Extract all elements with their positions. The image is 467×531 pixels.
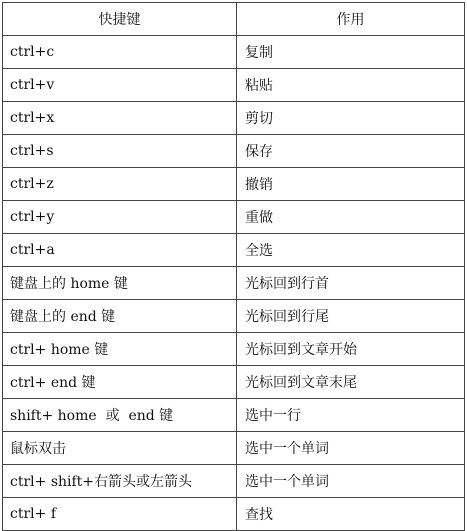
- function-cell: 重做: [237, 201, 465, 234]
- function-cell: 查找: [237, 498, 465, 531]
- header-shortcut-key: 快捷键: [3, 3, 237, 36]
- table-row: [3, 267, 465, 300]
- function-cell: 选中一个单词: [237, 432, 465, 465]
- shortcut-table: [2, 2, 465, 531]
- table-row: [3, 234, 465, 267]
- function-cell: 光标回到行尾: [237, 300, 465, 333]
- shortcut-key-cell: ctrl+s: [3, 135, 237, 168]
- shortcut-key-cell: ctrl+a: [3, 234, 237, 267]
- table-row: [3, 168, 465, 201]
- table-row: [3, 432, 465, 465]
- function-cell: 选中一行: [237, 399, 465, 432]
- function-cell: 剪切: [237, 102, 465, 135]
- table-row: [3, 366, 465, 399]
- table-row: [3, 201, 465, 234]
- table-header-row: [3, 3, 465, 36]
- function-cell: 光标回到文章末尾: [237, 366, 465, 399]
- shortcut-key-cell: ctrl+z: [3, 168, 237, 201]
- header-function: 作用: [237, 3, 465, 36]
- shortcut-key-cell: ctrl+x: [3, 102, 237, 135]
- shortcut-key-cell: ctrl+ home 键: [3, 333, 237, 366]
- shortcut-key-cell: 鼠标双击: [3, 432, 237, 465]
- table-row: [3, 135, 465, 168]
- table-row: [3, 102, 465, 135]
- table-row: [3, 465, 465, 498]
- table-row: [3, 300, 465, 333]
- function-cell: 撤销: [237, 168, 465, 201]
- table-row: [3, 69, 465, 102]
- shortcut-key-cell: 键盘上的 home 键: [3, 267, 237, 300]
- shortcut-key-cell: ctrl+c: [3, 36, 237, 69]
- shortcut-key-cell: ctrl+ f: [3, 498, 237, 531]
- table-row: [3, 333, 465, 366]
- shortcut-key-cell: ctrl+ end 键: [3, 366, 237, 399]
- function-cell: 粘贴: [237, 69, 465, 102]
- function-cell: 保存: [237, 135, 465, 168]
- shortcut-key-cell: shift+ home 或 end 键: [3, 399, 237, 432]
- table-row: [3, 36, 465, 69]
- table-row: [3, 399, 465, 432]
- shortcut-key-cell: ctrl+y: [3, 201, 237, 234]
- shortcut-key-cell: 键盘上的 end 键: [3, 300, 237, 333]
- function-cell: 复制: [237, 36, 465, 69]
- function-cell: 光标回到行首: [237, 267, 465, 300]
- function-cell: 全选: [237, 234, 465, 267]
- function-cell: 光标回到文章开始: [237, 333, 465, 366]
- function-cell: 选中一个单词: [237, 465, 465, 498]
- shortcut-key-cell: ctrl+v: [3, 69, 237, 102]
- shortcut-key-cell: ctrl+ shift+右箭头或左箭头: [3, 465, 237, 498]
